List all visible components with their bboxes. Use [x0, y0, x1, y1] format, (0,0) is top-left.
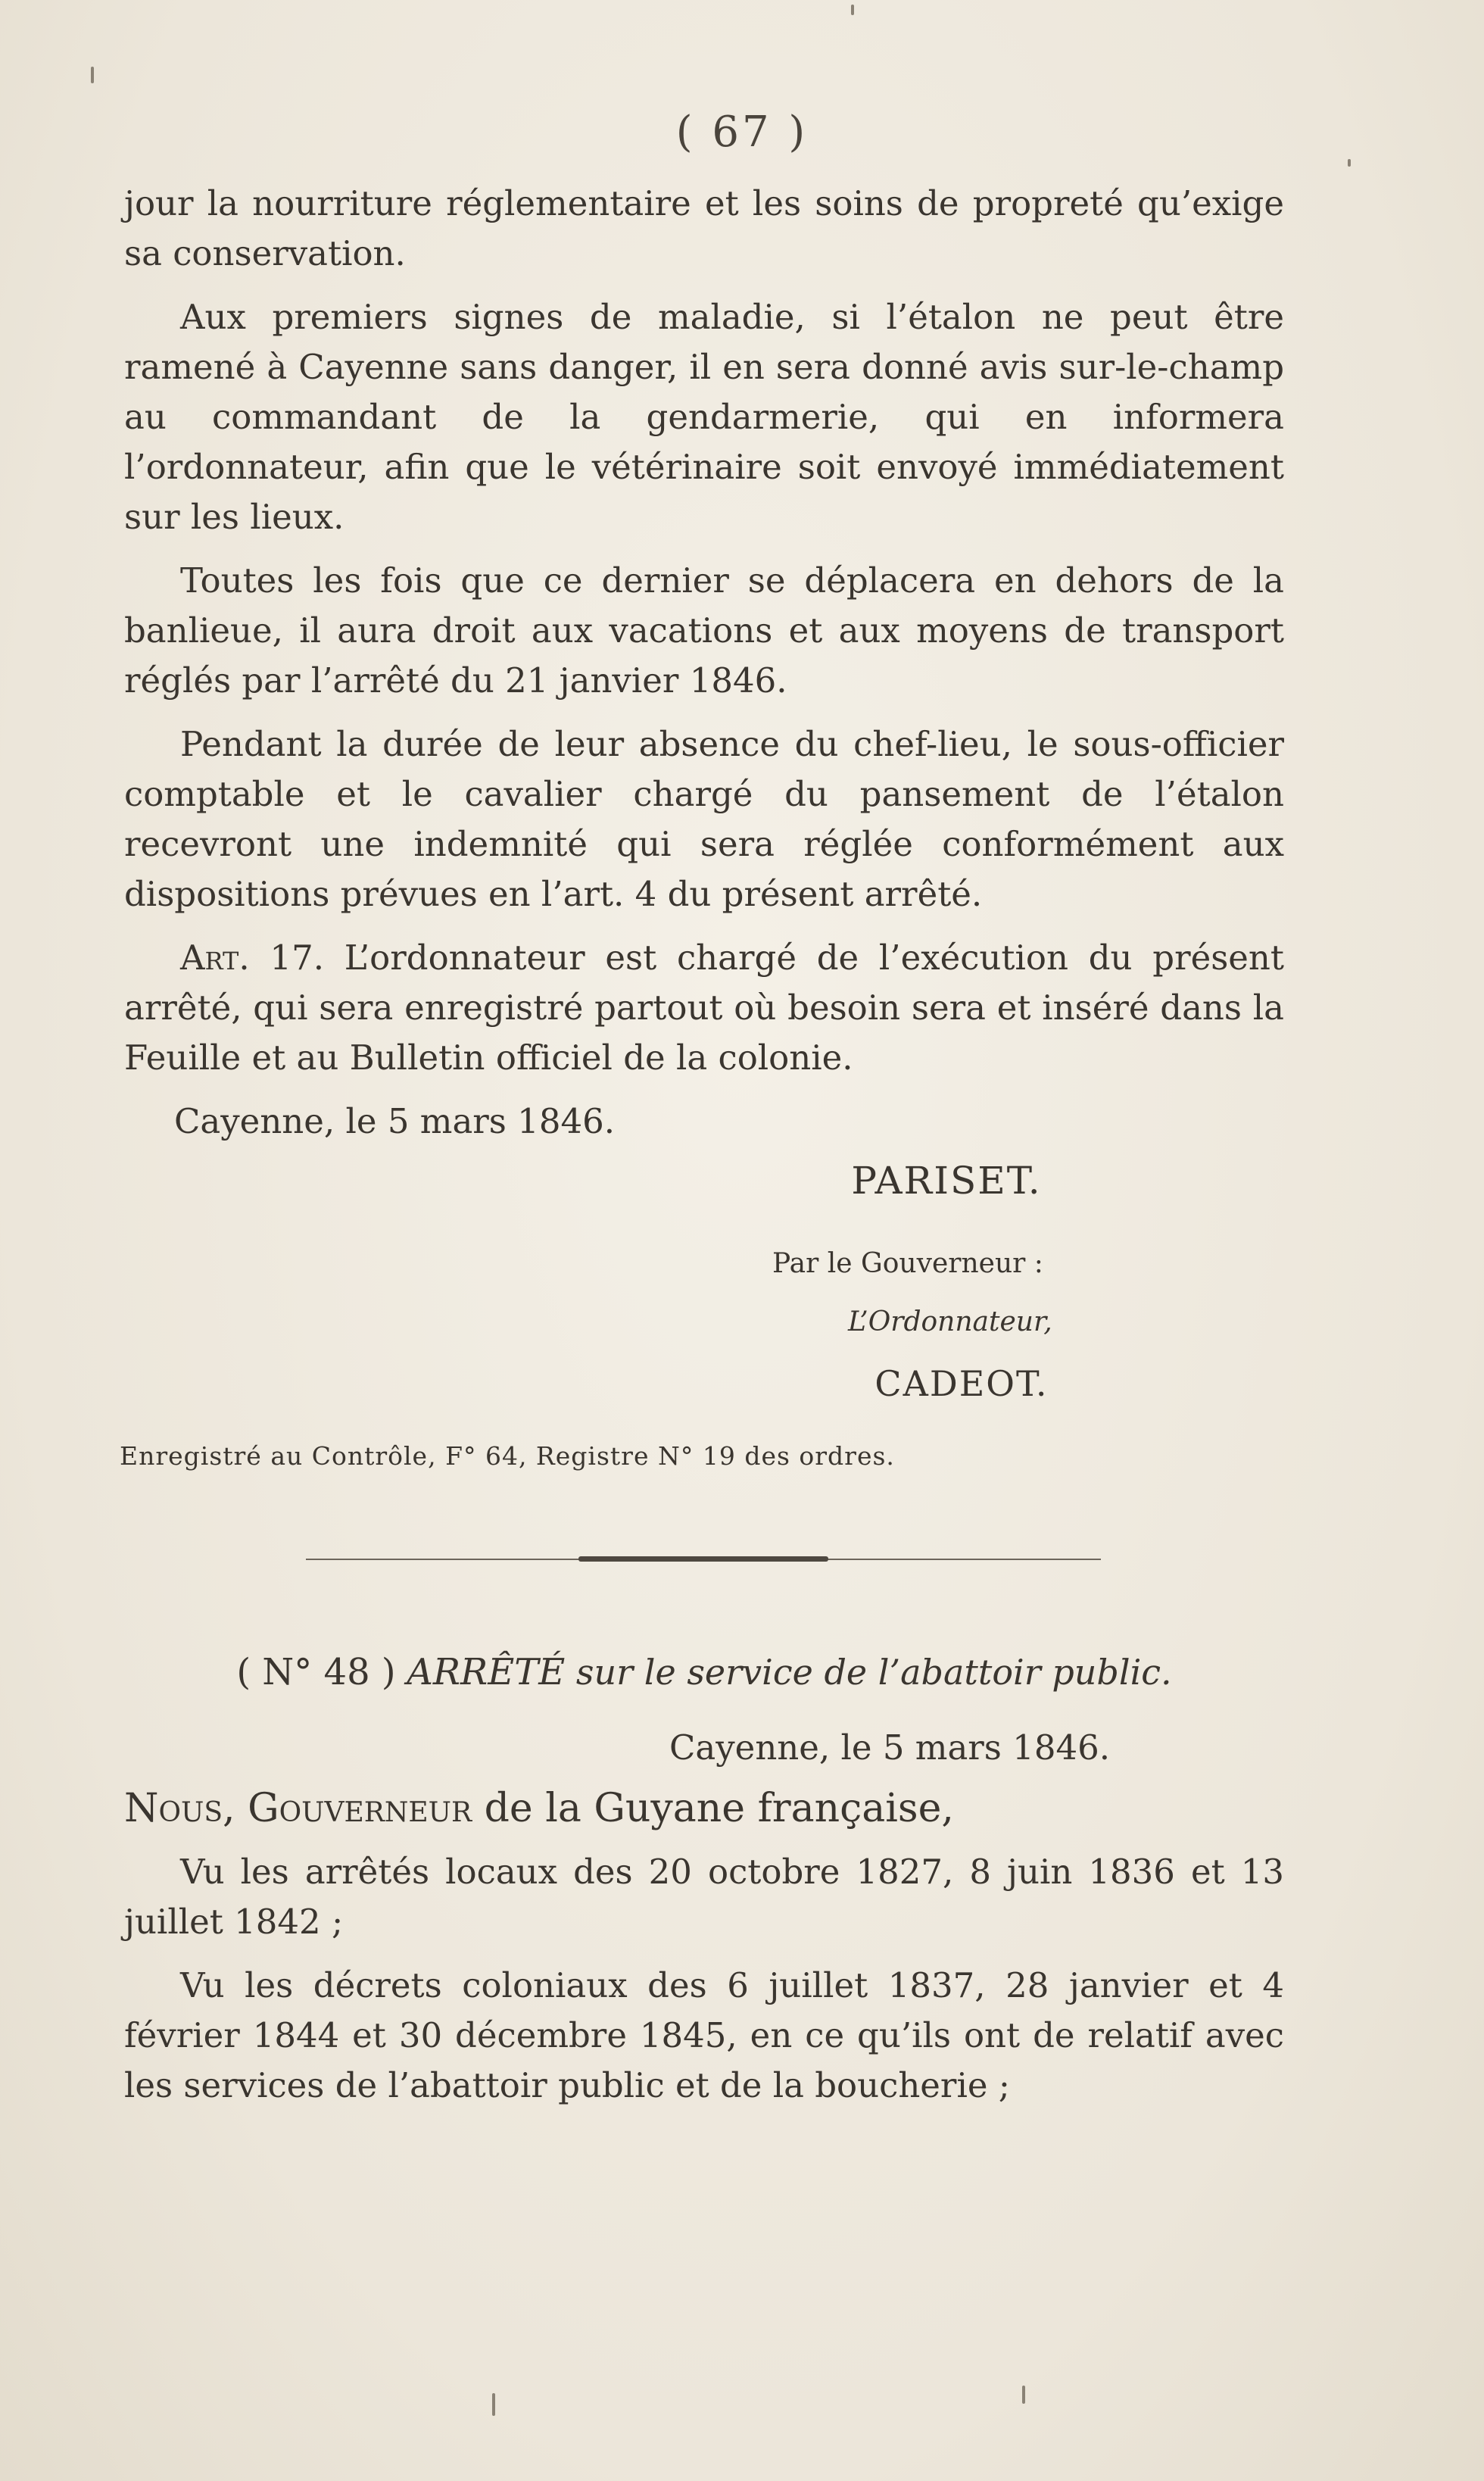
par-le-gouverneur: Par le Gouverneur :: [772, 1248, 1043, 1279]
section-title-rest: sur le service de l’abattoir public.: [575, 1652, 1172, 1693]
nous-gouverneur: Gouverneur: [248, 1786, 472, 1831]
paper-speck: [1022, 2386, 1025, 2404]
nous-word: Nous,: [124, 1786, 235, 1831]
page-number: ( 67 ): [675, 108, 809, 157]
preamble-nous: [124, 1780, 1284, 1837]
signature-cadeot: CADEOT.: [874, 1363, 1049, 1404]
section-48: [124, 1647, 1284, 2124]
article-17-label: Art. 17.: [180, 938, 324, 978]
section-number: ( N° 48 ): [236, 1651, 396, 1693]
nous-rest: de la Guyane française,: [484, 1786, 954, 1831]
divider-ornament: [578, 1556, 828, 1562]
vu-arretes-locaux: Vu les arrêtés locaux des 20 octobre 1827, 8 juin 1836 et 13 juillet 1842 ;: [124, 1852, 1284, 1942]
paragraph-deplacement: Toutes les fois que ce dernier se déplacera en dehors de la banlieue, il aura droit aux vacations et aux moyens de transport réglés par l’arrêté du 21 janvier 1846.: [124, 560, 1284, 701]
section-heading: [124, 1647, 1284, 1697]
section-title-main: ARRÊTÉ: [407, 1651, 566, 1693]
signature-pariset: PARISET.: [851, 1159, 1042, 1203]
paragraph-indemnite: Pendant la durée de leur absence du chef-lieu, le sous-officier comptable et le cavalier chargé du pansement de l’étalon recevront une indemnité qui sera réglée conformément aux dispositions prévues en l’art. 4 du présent arrêté.: [124, 724, 1284, 914]
registration-note: Enregistré au Contrôle, F° 64, Registre N° 19 des ordres.: [120, 1441, 895, 1471]
paragraph-continuation: jour la nourriture réglementaire et les soins de propreté qu’exige sa conservation.: [124, 183, 1284, 273]
closing-date: Cayenne, le 5 mars 1846.: [174, 1101, 616, 1141]
vu-decrets-coloniaux: Vu les décrets coloniaux des 6 juillet 1837, 28 janvier et 4 février 1844 et 30 décembre 1845, en ce qu’ils ont de relatif avec les services de l’abattoir public et de la boucherie ;: [124, 1965, 1284, 2105]
paper-speck: [1348, 159, 1351, 167]
body-text-top: [124, 179, 1284, 1147]
paper-speck: [492, 2393, 495, 2416]
article-17: [124, 933, 1284, 1083]
article-17-text: L’ordonnateur est chargé de l’exécution du présent arrêté, qui sera enregistré partout où besoin sera et inséré dans la Feuille et au Bulletin officiel de la colonie.: [124, 938, 1285, 1078]
ordonnateur-line: L’Ordonnateur,: [848, 1306, 1052, 1337]
paper-speck: [851, 5, 854, 15]
paper-speck: [91, 67, 94, 83]
section-date: Cayenne, le 5 mars 1846.: [669, 1727, 1111, 1768]
paragraph-maladie: Aux premiers signes de maladie, si l’étalon ne peut être ramené à Cayenne sans danger, il en sera donné avis sur-le-champ au commandant de la gendarmerie, qui en informera l’ordonnateur, afin que le vétérinaire soit envoyé immédiatement sur les lieux.: [124, 297, 1284, 537]
section-divider: [306, 1554, 1101, 1565]
